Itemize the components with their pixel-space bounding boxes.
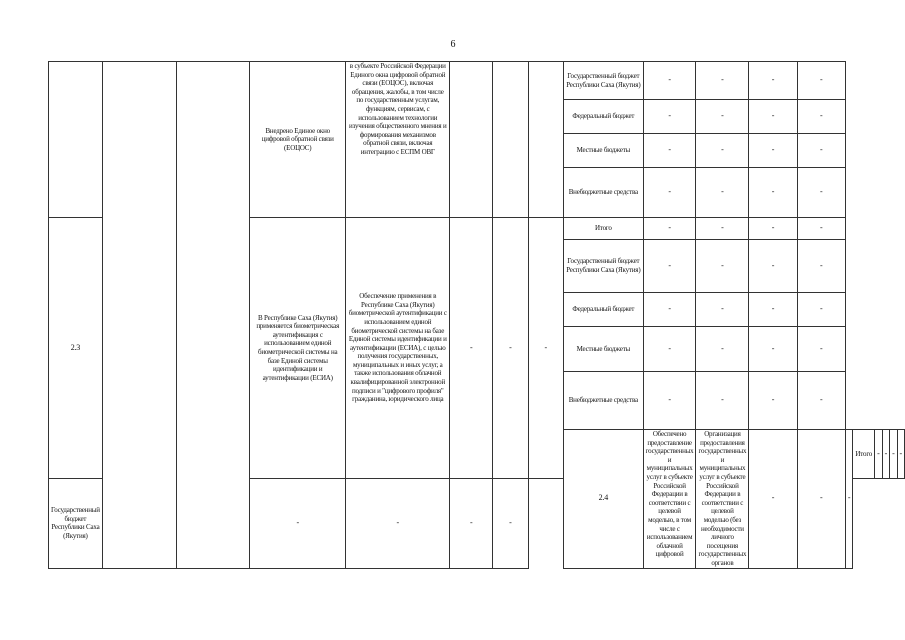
amount-cell: - bbox=[797, 218, 845, 240]
amount-cell: - bbox=[696, 168, 749, 218]
funding-source-cell: Федеральный бюджет bbox=[564, 100, 644, 134]
amount-cell: - bbox=[749, 218, 797, 240]
indicator-cell bbox=[176, 62, 250, 569]
funding-source-cell: Внебюджетные средства bbox=[564, 168, 644, 218]
funding-source-cell: Государственный бюджет Республики Саха (Якутия) bbox=[564, 240, 644, 293]
amount-cell: - bbox=[797, 327, 845, 372]
period-end-cell: - bbox=[493, 218, 528, 479]
amount-cell: - bbox=[875, 430, 882, 479]
period-end-cell bbox=[493, 62, 528, 218]
table-row bbox=[49, 62, 905, 100]
funding-source-cell: Федеральный бюджет bbox=[564, 293, 644, 327]
amount-cell: - bbox=[797, 240, 845, 293]
row-number-cell: 2.4 bbox=[564, 430, 644, 569]
amount-cell: - bbox=[797, 293, 845, 327]
amount-cell: - bbox=[643, 62, 696, 100]
result-cell: Обеспечено предоставление государственных и муниципальных услуг в субъекте Российской Федерации в соответствии с целевой моделью, в том числе с использованием облачной цифровой bbox=[643, 430, 696, 569]
program-table bbox=[48, 61, 905, 569]
amount-cell: - bbox=[346, 479, 450, 568]
amount-cell: - bbox=[643, 168, 696, 218]
amount-cell: - bbox=[643, 100, 696, 134]
period-start-cell: - bbox=[450, 218, 493, 479]
amount-cell: - bbox=[643, 293, 696, 327]
responsible-cell bbox=[528, 62, 563, 218]
amount-cell: - bbox=[643, 218, 696, 240]
activity-cell: Обеспечение применения в Республике Саха (Якутия) биометрической аутентификации с использованием единой биометрической системы на базе Единой системы идентификации и аутентификации (ЕСИА), с целью получения государственных, муниципальных и иных услуг, а также использования облачной квалифицированной электронной подписи и "цифрового профиля" гражданина, юридического лица bbox=[346, 218, 450, 479]
task-cell bbox=[102, 62, 176, 569]
funding-source-cell: Итого bbox=[564, 218, 644, 240]
result-cell: В Республике Саха (Якутия) применяется биометрическая аутентификация с использованием единой биометрической системы на базе Единой системы идентификации и аутентификации (ЕСИА) bbox=[250, 218, 346, 479]
amount-cell: - bbox=[749, 372, 797, 430]
period-end-cell: - bbox=[797, 430, 845, 569]
period-start-cell bbox=[450, 62, 493, 218]
page-number: 6 bbox=[450, 39, 456, 50]
amount-cell: - bbox=[882, 430, 889, 479]
amount-cell: - bbox=[749, 100, 797, 134]
amount-cell: - bbox=[696, 134, 749, 168]
amount-cell: - bbox=[749, 293, 797, 327]
amount-cell: - bbox=[493, 479, 528, 568]
amount-cell: - bbox=[797, 100, 845, 134]
amount-cell: - bbox=[643, 134, 696, 168]
result-cell: Внедрено Единое окно цифровой обратной связи (ЕОЦОС) bbox=[250, 62, 346, 218]
amount-cell: - bbox=[696, 218, 749, 240]
amount-cell: - bbox=[749, 240, 797, 293]
amount-cell: - bbox=[749, 327, 797, 372]
amount-cell: - bbox=[797, 134, 845, 168]
funding-source-cell: Внебюджетные средства bbox=[564, 372, 644, 430]
period-start-cell: - bbox=[749, 430, 797, 569]
funding-source-cell: Местные бюджеты bbox=[564, 327, 644, 372]
amount-cell: - bbox=[696, 327, 749, 372]
row-number-cell: 2.3 bbox=[49, 218, 103, 479]
funding-source-cell: Местные бюджеты bbox=[564, 134, 644, 168]
amount-cell: - bbox=[890, 430, 897, 479]
amount-cell: - bbox=[250, 479, 346, 568]
funding-source-cell: Государственный бюджет Республики Саха (Якутия) bbox=[564, 62, 644, 100]
responsible-cell: - bbox=[845, 430, 852, 569]
amount-cell: - bbox=[696, 62, 749, 100]
funding-source-cell: Итого bbox=[853, 430, 875, 479]
amount-cell: - bbox=[797, 62, 845, 100]
funding-source-cell: Государственный бюджет Республики Саха (Якутия) bbox=[49, 479, 103, 568]
amount-cell: - bbox=[897, 430, 904, 479]
amount-cell: - bbox=[643, 327, 696, 372]
amount-cell: - bbox=[696, 100, 749, 134]
amount-cell: - bbox=[749, 134, 797, 168]
activity-cell: Организация предоставления государственных и муниципальных услуг в субъекте Российской Федерации в соответствии с целевой моделью (без необходимости личного посещения государственных органов bbox=[696, 430, 749, 569]
amount-cell: - bbox=[696, 293, 749, 327]
responsible-cell: - bbox=[528, 218, 563, 479]
activity-cell: в субъекте Российской Федерации Единого окна цифровой обратной связи (ЕОЦОС), включая обращения, жалобы, в том числе по государственным услугам, функциям, сервисам, с использованием технологии изучения общественного мнения и формирования механизмов обратной связи, включая интеграцию с ЕСПМ ОВГ bbox=[346, 62, 450, 218]
amount-cell: - bbox=[643, 240, 696, 293]
amount-cell: - bbox=[450, 479, 493, 568]
row-number-cell bbox=[49, 62, 103, 218]
amount-cell: - bbox=[696, 240, 749, 293]
amount-cell: - bbox=[643, 372, 696, 430]
amount-cell: - bbox=[696, 372, 749, 430]
amount-cell: - bbox=[797, 168, 845, 218]
amount-cell: - bbox=[797, 372, 845, 430]
amount-cell: - bbox=[749, 62, 797, 100]
amount-cell: - bbox=[749, 168, 797, 218]
